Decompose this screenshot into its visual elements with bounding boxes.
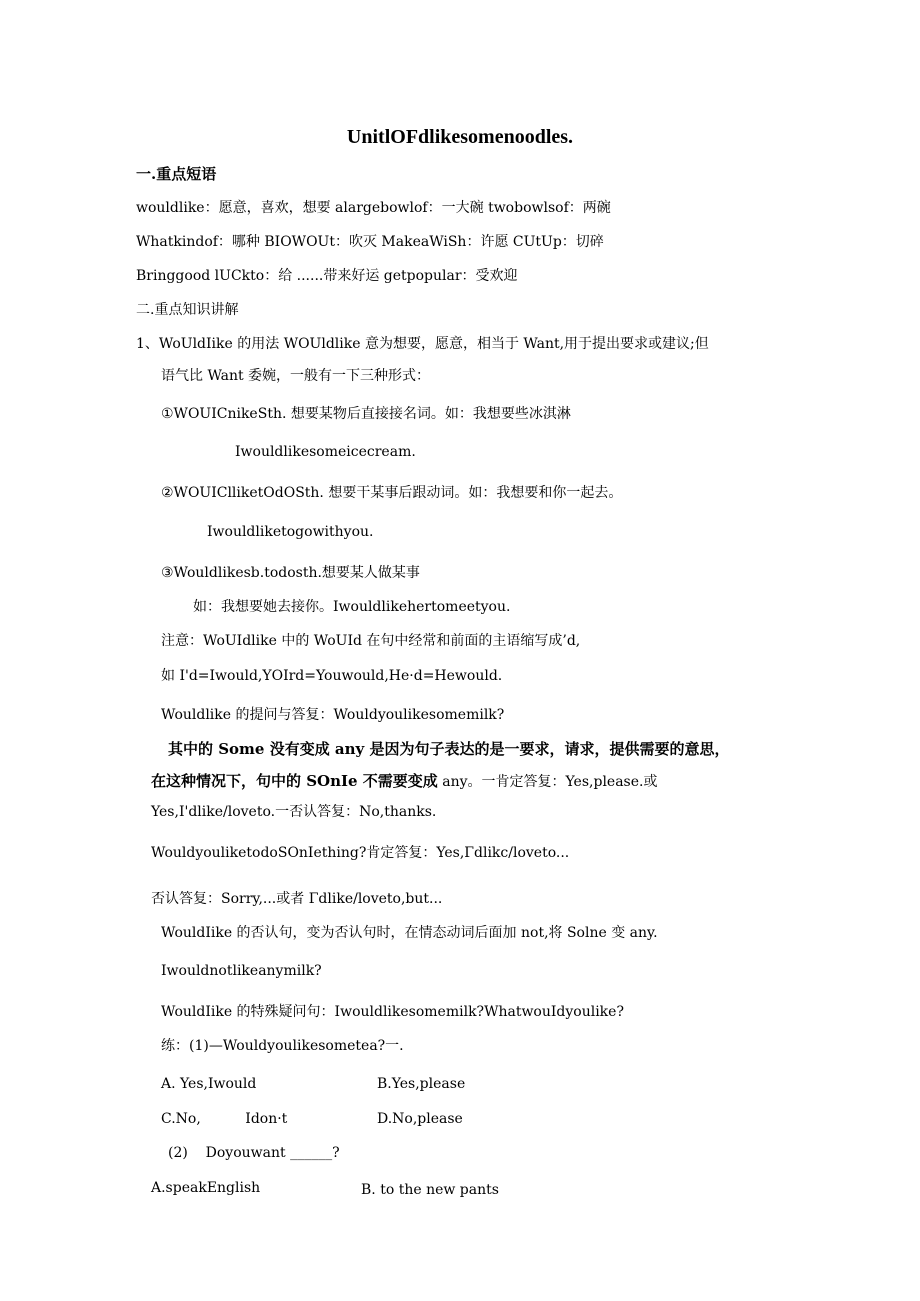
question-intro: Wouldlike 的提问与答复：Wouldyoulikesomemilk? xyxy=(161,707,505,723)
note-line-1: 注意：WoUIdlike 中的 WoUId 在句中经常和前面的主语缩写成’d, xyxy=(161,633,581,649)
form-3-example: 如：我想要她去接你。Iwouldlikehertomeetyou. xyxy=(193,599,511,615)
form-3: ③Wouldlikesb.todosth.想要某人做某事 xyxy=(161,565,420,581)
page-title: UnitlOFdlikesomenoodles. xyxy=(346,126,574,148)
explanation-rest: any。一肯定答复：Yes,please.或 xyxy=(437,774,658,790)
bold-explanation-1: 其中的 Some 没有变成 any 是因为句子表达的是一要求，请求，提供需要的意思， xyxy=(168,740,730,758)
form-1: ①WOUICnikeSth. 想要某物后直接接名词。如：我想要些冰淇淋 xyxy=(161,406,571,422)
negative-form: WouldIike 的否认句，变为否认句时，在情态动词后面加 not,将 Solne 变 any. xyxy=(161,925,658,941)
explanation-line-2 xyxy=(151,771,657,792)
q1-option-c: C.No, Idon·t xyxy=(161,1111,288,1127)
phrase-line-2: Whatkindof：哪种 BIOWOUt：吹灭 MakeaWiSh：许愿 CUtUp：切碎 xyxy=(136,234,604,250)
section-1-heading: 一.重点短语 xyxy=(136,165,217,183)
phrase-line-3: Bringgood lUCkto：给 ......带来好运 getpopular：受欢迎 xyxy=(136,268,518,284)
negative-answer: 否认答复：Sorry,...或者 Γdlike/loveto,but... xyxy=(151,891,443,907)
form-2: ②WOUIClliketOdOSth. 想要干某事后跟动词。如：我想要和你一起去。 xyxy=(161,485,623,501)
form-1-example: Iwouldlikesomeicecream. xyxy=(235,444,416,460)
practice-q2: (2) Doyouwant ______? xyxy=(168,1145,340,1161)
section-2-heading: 二.重点知识讲解 xyxy=(136,302,239,318)
q1-option-a: A. Yes,Iwould xyxy=(161,1076,257,1092)
answer-line: Yes,I'dlike/loveto.一否认答复：No,thanks. xyxy=(151,804,437,820)
q2-option-a: A.speakEnglish xyxy=(151,1180,261,1196)
q1-option-b: B.Yes,please xyxy=(377,1076,466,1092)
question-2: WouldyouliketodoSOnIething?肯定答复：Yes,Γdlikc/loveto... xyxy=(151,845,570,861)
negative-example: Iwouldnotlikeanymilk? xyxy=(161,963,322,979)
point-1-line-2: 语气比 Want 委婉，一般有一下三种形式： xyxy=(161,368,431,384)
practice-q1: 练：(1)—Wouldyoulikesometea?一. xyxy=(161,1038,404,1054)
q1-option-d: D.No,please xyxy=(377,1111,463,1127)
bold-explanation-2: 在这种情况下，句中的 SOnIe 不需要变成 xyxy=(151,772,438,790)
wh-question: WouldIike 的特殊疑问句：Iwouldlikesomemilk?WhatwouIdyoulike? xyxy=(161,1004,624,1020)
form-2-example: Iwouldliketogowithyou. xyxy=(207,524,374,540)
point-1-line-1: 1、WoUldIike 的用法 WOUldlike 意为想要，愿意，相当于 Want,用于提出要求或建议;但 xyxy=(136,336,709,352)
note-line-2: 如 I'd=Iwould,YOIrd=Youwould,He·d=Hewould. xyxy=(161,668,503,684)
phrase-line-1: wouldlike：愿意，喜欢，想要 alargebowlof：一大碗 twobowlsof：两碗 xyxy=(136,200,611,216)
q2-option-b: B. to the new pants xyxy=(361,1182,499,1198)
